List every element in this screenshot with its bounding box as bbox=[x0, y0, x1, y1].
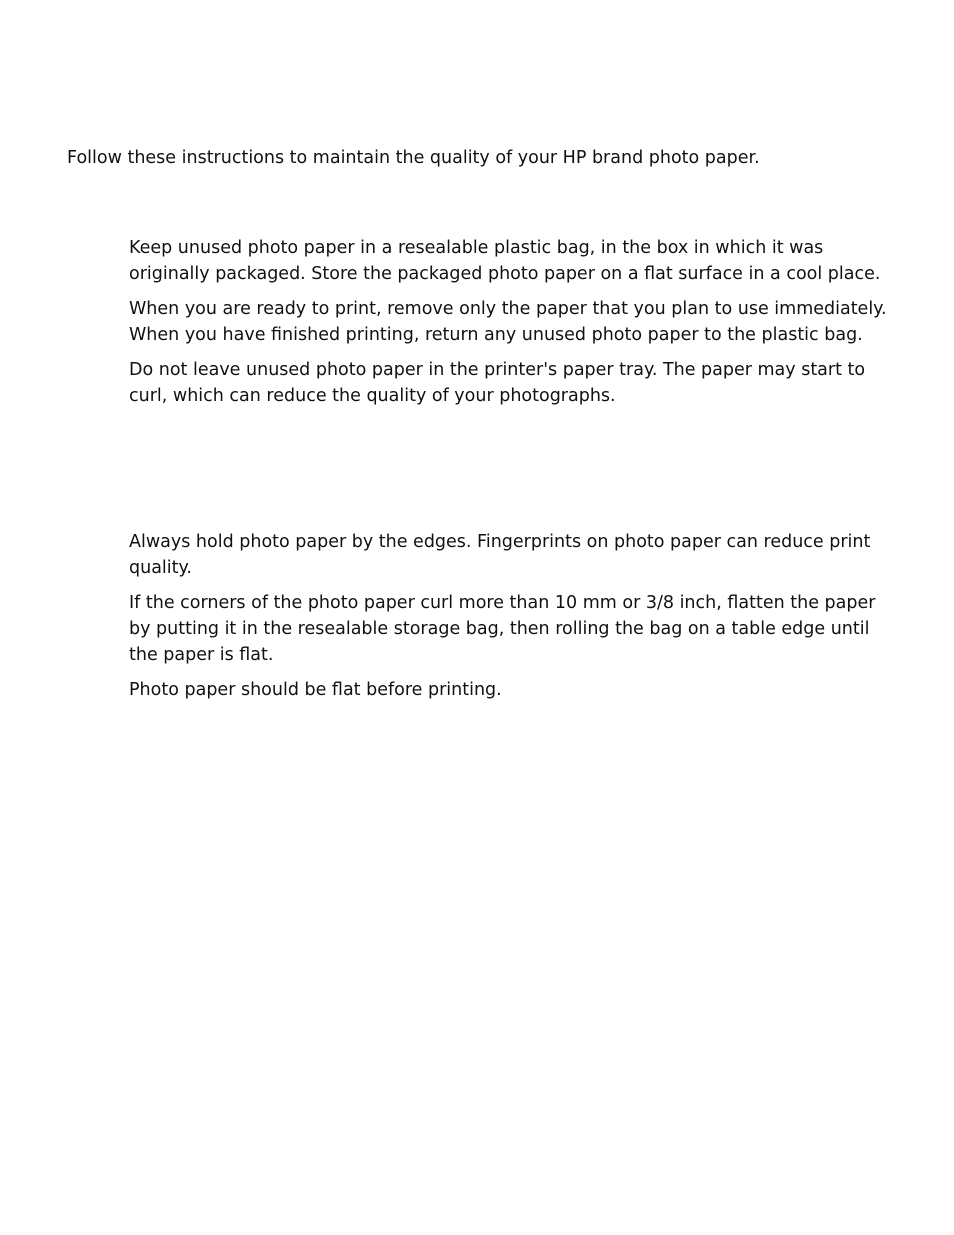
storage-paragraph: When you are ready to print, remove only the paper that you plan to use immediately. When you have finished printing, return any unused photo paper to the plastic bag. bbox=[129, 299, 887, 345]
storage-paragraph: Do not leave unused photo paper in the printer's paper tray. The paper may start to curl, which can reduce the quality of your photographs. bbox=[129, 360, 866, 406]
intro-text: Follow these instructions to maintain the quality of your HP brand photo paper. bbox=[67, 148, 760, 168]
handling-section bbox=[129, 529, 889, 712]
storage-section bbox=[129, 235, 889, 418]
storage-paragraph: Keep unused photo paper in a resealable plastic bag, in the box in which it was originally packaged. Store the packaged photo paper on a flat surface in a cool place. bbox=[129, 238, 881, 284]
handling-paragraph: Photo paper should be flat before printing. bbox=[129, 680, 502, 700]
handling-paragraph: Always hold photo paper by the edges. Fingerprints on photo paper can reduce print quality. bbox=[129, 532, 871, 578]
handling-paragraph: If the corners of the photo paper curl more than 10 mm or 3/8 inch, flatten the paper by putting it in the resealable storage bag, then rolling the bag on a table edge until the paper is flat. bbox=[129, 593, 876, 665]
